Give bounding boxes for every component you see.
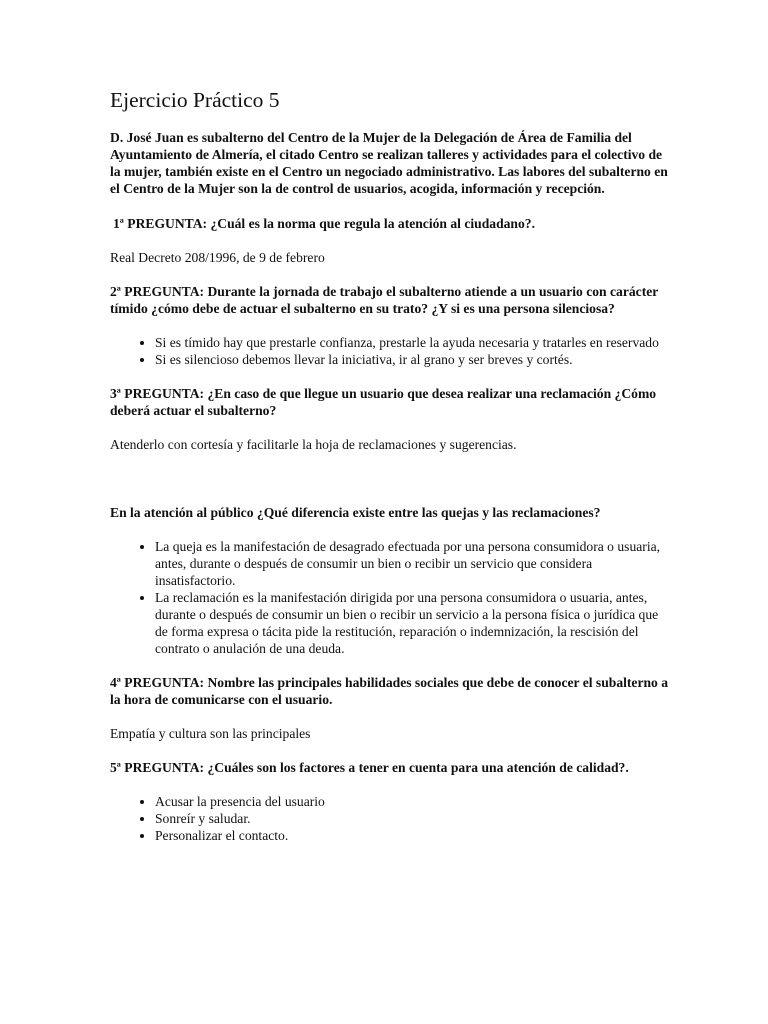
intro-paragraph: D. José Juan es subalterno del Centro de la Mujer de la Delegación de Área de Familia del Ayuntamiento de Almería, el citado Centro se realizan talleres y actividades para el colectivo de la mujer, también existe en el Centro un negociado administrativo. Las labores del subalterno en el Centro de la Mujer son la de control de usuarios, acogida, información y recepción. xyxy=(110,130,668,196)
list-item: • Si es silencioso debemos llevar la iniciativa, ir al grano y ser breves y cortés. xyxy=(155,351,670,368)
list-item: • Acusar la presencia del usuario xyxy=(155,793,670,810)
list-item: • La queja es la manifestación de desagrado efectuada por una persona consumidora o usuaria, antes, durante o después de consumir un bien o recibir un servicio que considera insatisfactorio. xyxy=(155,538,670,589)
answer-2-list xyxy=(110,334,670,368)
question-4: 4ª PREGUNTA: Nombre las principales habilidades sociales que debe de conocer el subalterno a la hora de comunicarse con el usuario. xyxy=(110,675,669,707)
list-item: • Si es tímido hay que prestarle confianza, prestarle la ayuda necesaria y tratarles en reservado xyxy=(155,334,670,351)
list-item: • La reclamación es la manifestación dirigida por una persona consumidora o usuaria, antes, durante o después de consumir un bien o recibir un servicio a la persona física o jurídica que de forma expresa o tácita pide la restitución, reparación o indemnización, la rescisión del contrato o anulación de una deuda. xyxy=(155,589,670,657)
document-content xyxy=(110,86,670,844)
question-1: 1ª PREGUNTA: ¿Cuál es la norma que regula la atención al ciudadano?. xyxy=(113,216,535,231)
question-3: 3ª PREGUNTA: ¿En caso de que llegue un usuario que desea realizar una reclamación ¿Cómo deberá actuar el subalterno? xyxy=(110,386,657,418)
answer-5-list xyxy=(110,793,670,844)
question-5: 5ª PREGUNTA: ¿Cuáles son los factores a tener en cuenta para una atención de calidad?. xyxy=(110,760,629,775)
answer-4: Empatía y cultura son las principales xyxy=(110,726,311,741)
question-2: 2ª PREGUNTA: Durante la jornada de trabajo el subalterno atiende a un usuario con carácter tímido ¿cómo debe de actuar el subalterno en su trato? ¿Y si es una persona silenciosa? xyxy=(110,284,659,316)
document-title: Ejercicio Práctico 5 xyxy=(110,88,280,112)
list-item: • Personalizar el contacto. xyxy=(155,827,670,844)
question-quejas: En la atención al público ¿Qué diferencia existe entre las quejas y las reclamaciones? xyxy=(110,505,601,520)
list-item: • Sonreír y saludar. xyxy=(155,810,670,827)
answer-quejas-list xyxy=(110,538,670,657)
answer-1: Real Decreto 208/1996, de 9 de febrero xyxy=(110,250,325,265)
answer-3: Atenderlo con cortesía y facilitarle la hoja de reclamaciones y sugerencias. xyxy=(110,437,517,452)
